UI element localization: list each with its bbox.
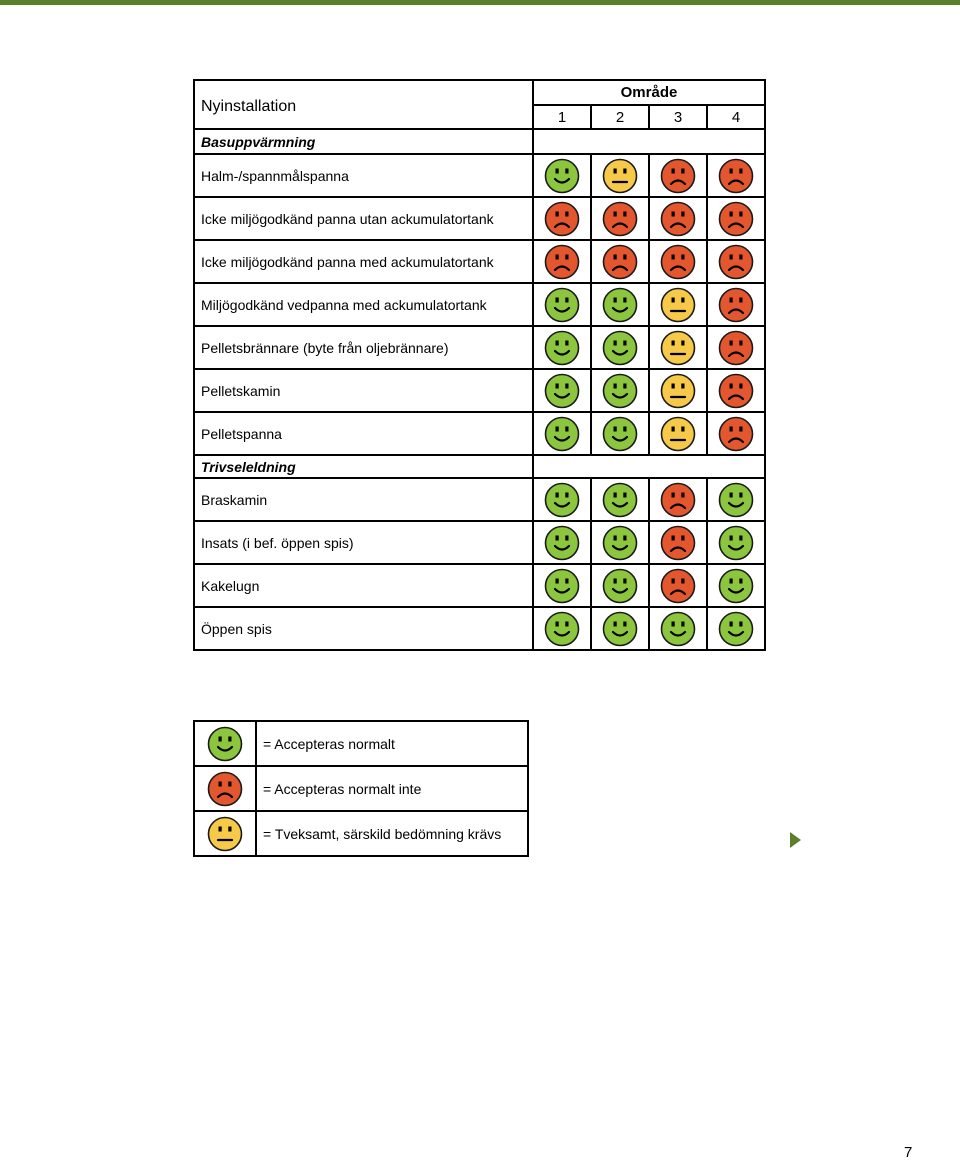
rating-cell-area-3: [649, 283, 707, 326]
smiley-sad-icon: [660, 568, 696, 604]
section-blank-cell: [533, 129, 765, 154]
rating-cell-area-4: [707, 412, 765, 455]
table-row: [194, 564, 765, 607]
area-header: Område: [533, 80, 765, 105]
smiley-sad-icon: [602, 244, 638, 280]
table-row: [194, 326, 765, 369]
rating-cell-area-4: [707, 326, 765, 369]
row-label: Kakelugn: [194, 564, 533, 607]
rating-cell-area-4: [707, 369, 765, 412]
table-row: [194, 369, 765, 412]
rating-cell-area-1: [533, 369, 591, 412]
rating-cell-area-4: [707, 521, 765, 564]
rating-cell-area-1: [533, 564, 591, 607]
rating-cell-area-1: [533, 154, 591, 197]
smiley-happy-icon: [602, 611, 638, 647]
smiley-happy-icon: [602, 416, 638, 452]
smiley-happy-icon: [544, 287, 580, 323]
table-row: [194, 240, 765, 283]
smiley-happy-icon: [544, 416, 580, 452]
rating-cell-area-1: [533, 197, 591, 240]
smiley-happy-icon: [207, 726, 243, 762]
row-label: Insats (i bef. öppen spis): [194, 521, 533, 564]
area-number-2: 2: [591, 105, 649, 129]
rating-cell-area-1: [533, 607, 591, 650]
smiley-happy-icon: [602, 373, 638, 409]
rating-cell-area-2: [591, 412, 649, 455]
smiley-happy-icon: [602, 568, 638, 604]
table-row: [194, 197, 765, 240]
legend-text-neutral: = Tveksamt, särskild bedömning krävs: [256, 811, 528, 856]
rating-cell-area-4: [707, 197, 765, 240]
row-label: Braskamin: [194, 478, 533, 521]
legend-text-good: = Accepteras normalt: [256, 721, 528, 766]
row-label: Pelletskamin: [194, 369, 533, 412]
rating-cell-area-4: [707, 283, 765, 326]
row-label: Halm-/spannmålspanna: [194, 154, 533, 197]
next-arrow-icon: [790, 832, 801, 848]
table-row: [194, 607, 765, 650]
smiley-happy-icon: [602, 482, 638, 518]
rating-cell-area-1: [533, 478, 591, 521]
legend-icon-cell: [194, 721, 256, 766]
rating-cell-area-1: [533, 521, 591, 564]
smiley-sad-icon: [718, 158, 754, 194]
smiley-sad-icon: [718, 416, 754, 452]
rating-cell-area-3: [649, 412, 707, 455]
table-row: [194, 412, 765, 455]
smiley-happy-icon: [544, 611, 580, 647]
smiley-happy-icon: [602, 525, 638, 561]
smiley-sad-icon: [602, 201, 638, 237]
rating-cell-area-3: [649, 478, 707, 521]
smiley-happy-icon: [544, 330, 580, 366]
rating-cell-area-2: [591, 283, 649, 326]
rating-cell-area-4: [707, 607, 765, 650]
row-label: Öppen spis: [194, 607, 533, 650]
rating-cell-area-3: [649, 240, 707, 283]
rating-cell-area-3: [649, 521, 707, 564]
row-label: Icke miljögodkänd panna med ackumulatortank: [194, 240, 533, 283]
smiley-happy-icon: [544, 568, 580, 604]
smiley-neutral-icon: [660, 287, 696, 323]
smiley-happy-icon: [602, 330, 638, 366]
table-row: [194, 521, 765, 564]
rating-cell-area-4: [707, 564, 765, 607]
table-row: [194, 154, 765, 197]
legend-table: [193, 720, 529, 857]
rating-cell-area-3: [649, 197, 707, 240]
rating-cell-area-3: [649, 564, 707, 607]
smiley-happy-icon: [660, 611, 696, 647]
rating-cell-area-2: [591, 564, 649, 607]
smiley-sad-icon: [718, 373, 754, 409]
row-label: Pelletspanna: [194, 412, 533, 455]
rating-cell-area-1: [533, 412, 591, 455]
table-title: [194, 80, 533, 129]
rating-cell-area-3: [649, 369, 707, 412]
section-blank-cell: [533, 455, 765, 478]
smiley-sad-icon: [544, 201, 580, 237]
rating-cell-area-2: [591, 154, 649, 197]
rating-cell-area-2: [591, 326, 649, 369]
top-accent-bar: [0, 0, 960, 5]
smiley-sad-icon: [718, 287, 754, 323]
smiley-happy-icon: [718, 482, 754, 518]
smiley-sad-icon: [660, 525, 696, 561]
smiley-happy-icon: [544, 158, 580, 194]
row-label: Pelletsbrännare (byte från oljebrännare): [194, 326, 533, 369]
heating-suitability-table: [193, 79, 766, 651]
section-title: Basuppvärmning: [194, 129, 533, 154]
rating-cell-area-2: [591, 240, 649, 283]
rating-cell-area-3: [649, 326, 707, 369]
smiley-sad-icon: [660, 158, 696, 194]
rating-cell-area-1: [533, 326, 591, 369]
smiley-happy-icon: [544, 373, 580, 409]
row-label: Miljögodkänd vedpanna med ackumulatortank: [194, 283, 533, 326]
smiley-happy-icon: [718, 568, 754, 604]
legend-text-bad: = Accepteras normalt inte: [256, 766, 528, 811]
rating-cell-area-4: [707, 478, 765, 521]
smiley-sad-icon: [660, 201, 696, 237]
section-title: Trivseleldning: [194, 455, 533, 478]
smiley-neutral-icon: [660, 373, 696, 409]
rating-cell-area-4: [707, 240, 765, 283]
table-row: [194, 283, 765, 326]
area-number-4: 4: [707, 105, 765, 129]
page-number: 7: [904, 1144, 913, 1161]
legend-icon-cell: [194, 811, 256, 856]
smiley-sad-icon: [718, 244, 754, 280]
table-row: [194, 478, 765, 521]
rating-cell-area-2: [591, 478, 649, 521]
smiley-sad-icon: [660, 482, 696, 518]
smiley-sad-icon: [207, 771, 243, 807]
row-label: Icke miljögodkänd panna utan ackumulatortank: [194, 197, 533, 240]
smiley-neutral-icon: [602, 158, 638, 194]
rating-cell-area-3: [649, 607, 707, 650]
smiley-sad-icon: [718, 330, 754, 366]
rating-cell-area-1: [533, 283, 591, 326]
rating-cell-area-2: [591, 369, 649, 412]
rating-cell-area-2: [591, 521, 649, 564]
smiley-neutral-icon: [207, 816, 243, 852]
smiley-sad-icon: [718, 201, 754, 237]
smiley-happy-icon: [718, 525, 754, 561]
smiley-sad-icon: [660, 244, 696, 280]
smiley-happy-icon: [602, 287, 638, 323]
smiley-neutral-icon: [660, 330, 696, 366]
smiley-happy-icon: [544, 525, 580, 561]
table-title-text: Nyinstallation: [201, 97, 297, 115]
legend-icon-cell: [194, 766, 256, 811]
smiley-happy-icon: [544, 482, 580, 518]
rating-cell-area-4: [707, 154, 765, 197]
area-number-3: 3: [649, 105, 707, 129]
smiley-sad-icon: [544, 244, 580, 280]
smiley-happy-icon: [718, 611, 754, 647]
rating-cell-area-3: [649, 154, 707, 197]
rating-cell-area-2: [591, 607, 649, 650]
area-number-1: 1: [533, 105, 591, 129]
rating-cell-area-2: [591, 197, 649, 240]
smiley-neutral-icon: [660, 416, 696, 452]
rating-cell-area-1: [533, 240, 591, 283]
